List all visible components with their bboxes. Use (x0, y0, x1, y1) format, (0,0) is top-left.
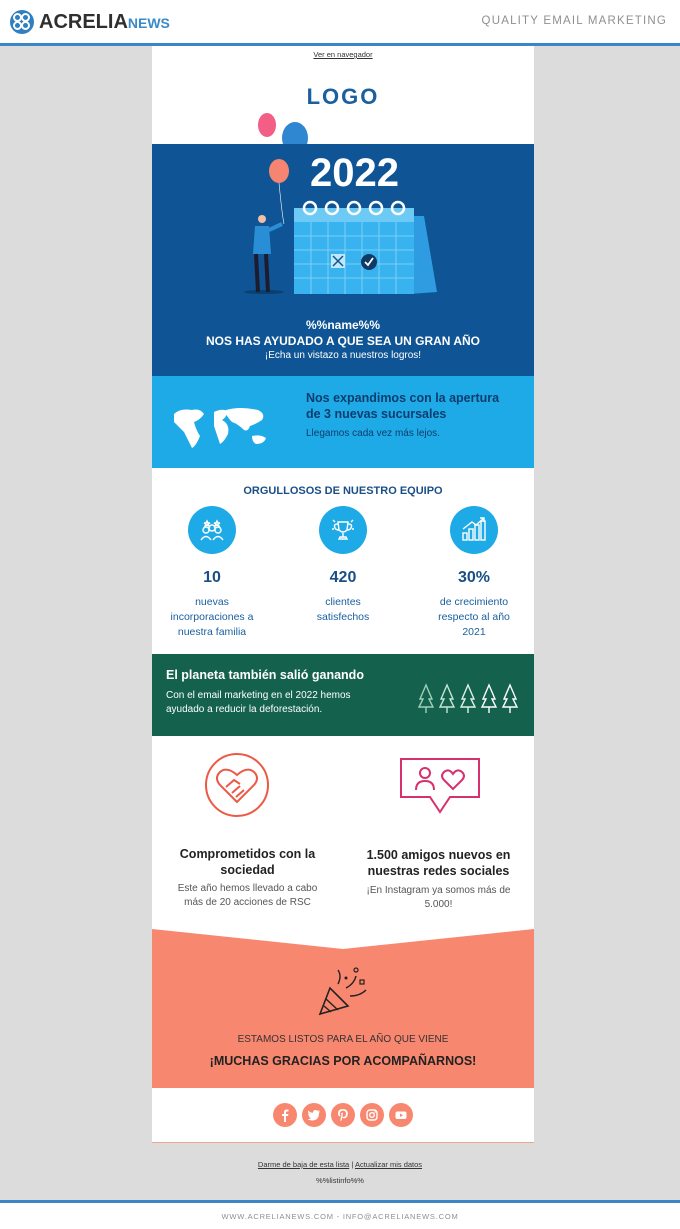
hero-headline: NOS HAS AYUDADO A QUE SEA UN GRAN AÑO (205, 334, 481, 348)
stat-value: 30% (457, 569, 491, 586)
card-title-line1: Comprometidos con la (179, 847, 316, 861)
facebook-icon[interactable] (273, 1103, 297, 1127)
planet-text-line1: Con el email marketing en el 2022 hemos (166, 690, 351, 701)
party-popper-icon (316, 966, 370, 1018)
youtube-icon[interactable] (389, 1103, 413, 1127)
social-icons-row (152, 1088, 534, 1143)
email-body (152, 46, 534, 1143)
stat-label-line: clientes (325, 596, 361, 608)
twitter-icon[interactable] (302, 1103, 326, 1127)
stat-label (283, 595, 403, 625)
handshake-heart-icon (204, 752, 270, 818)
brand-name (39, 11, 170, 34)
stat-label-line: de crecimiento (439, 596, 509, 608)
stat-label-line: satisfechos (316, 611, 370, 623)
card-title-line1: 1.500 amigos nuevos en (366, 848, 511, 862)
expansion-text: Llegamos cada vez más lejos. (306, 428, 440, 439)
brand-main: ACRELIA (39, 10, 128, 33)
instagram-icon[interactable] (360, 1103, 384, 1127)
growth-chart-icon (450, 506, 498, 554)
card-social-text (343, 884, 534, 912)
year-text: 2022 (310, 151, 399, 195)
expansion-title (306, 390, 526, 422)
hero-name-var: %%name%% (305, 318, 381, 332)
email-logo: LOGO (306, 84, 380, 109)
brand-logo[interactable] (10, 9, 170, 35)
stat-label-line: 2021 (462, 626, 486, 638)
thanks-line2: ¡MUCHAS GRACIAS POR ACOMPAÑARNOS! (209, 1054, 477, 1068)
planet-text (166, 689, 351, 717)
coral-balloon (269, 159, 289, 183)
social-impact-section (152, 736, 534, 928)
planet-section (152, 654, 534, 736)
planet-text-line2: ayudado a reducir la deforestación. (166, 704, 323, 715)
view-in-browser-link[interactable]: Ver en navegador (313, 50, 373, 59)
stat-label-line: nuevas (195, 596, 229, 608)
expansion-title-line2: de 3 nuevas sucursales (306, 407, 447, 421)
stat-label-line: nuestra familia (177, 626, 247, 638)
card-society-title (152, 846, 343, 878)
team-section (152, 468, 534, 654)
world-map-icon (170, 402, 274, 450)
stat-label (152, 595, 272, 640)
expansion-section (152, 376, 534, 468)
tree-icon (461, 685, 475, 713)
team-title: ORGULLOSOS DE NUESTRO EQUIPO (243, 485, 443, 497)
stat-clients (283, 506, 403, 625)
footer-links (0, 1160, 680, 1169)
card-text-line1: ¡En Instagram ya somos más de (366, 885, 511, 896)
stat-label-line: respecto al año (438, 611, 510, 623)
stat-growth (414, 506, 534, 640)
tree-icon (503, 685, 517, 713)
hero-subline: ¡Echa un vistazo a nuestros logros! (264, 350, 422, 361)
footer-separator: | (351, 1160, 354, 1169)
card-text-line2: más de 20 acciones de RSC (184, 897, 311, 908)
hero-section (152, 144, 534, 376)
card-social-title (343, 847, 534, 879)
bottom-contact-text: WWW.ACRELIANEWS.COM - INFO@ACRELIANEWS.COM (221, 1212, 459, 1221)
expansion-title-line1: Nos expandimos con la apertura (306, 391, 500, 405)
stat-label (414, 595, 534, 640)
card-text-line1: Este año hemos llevado a cabo (177, 883, 318, 894)
planet-title: El planeta también salió ganando (166, 668, 364, 682)
trees-row (416, 683, 524, 715)
section-notch (152, 928, 534, 950)
team-icon (188, 506, 236, 554)
tree-icon (440, 685, 454, 713)
acrelia-logo-icon (10, 10, 34, 34)
card-title-line2: nuestras redes sociales (367, 864, 510, 878)
card-text-line2: 5.000! (424, 899, 453, 910)
calendar-illustration (232, 144, 462, 304)
stat-label-line: incorporaciones a (170, 611, 254, 623)
tree-icon (419, 685, 433, 713)
bottom-bar (0, 1200, 680, 1229)
card-society-text (152, 882, 343, 910)
update-data-link[interactable]: Actualizar mis datos (354, 1160, 423, 1169)
stat-value: 420 (329, 569, 357, 586)
brand-sub: NEWS (127, 14, 170, 31)
pink-balloon (258, 113, 276, 137)
top-header-bar (0, 0, 680, 46)
check-icon (361, 254, 377, 270)
tagline: QUALITY EMAIL MARKETING (481, 15, 667, 27)
stat-new-hires (152, 506, 272, 640)
unsubscribe-link[interactable]: Darme de baja de esta lista (257, 1160, 350, 1169)
stat-value: 10 (203, 569, 221, 586)
tree-icon (482, 685, 496, 713)
profile-like-icon (398, 756, 482, 818)
thanks-section (152, 928, 534, 1088)
trophy-icon (319, 506, 367, 554)
card-title-line2: sociedad (220, 863, 275, 877)
thanks-line1: ESTAMOS LISTOS PARA EL AÑO QUE VIENE (237, 1034, 449, 1045)
pinterest-icon[interactable] (331, 1103, 355, 1127)
listinfo-var: %%listinfo%% (316, 1176, 364, 1185)
